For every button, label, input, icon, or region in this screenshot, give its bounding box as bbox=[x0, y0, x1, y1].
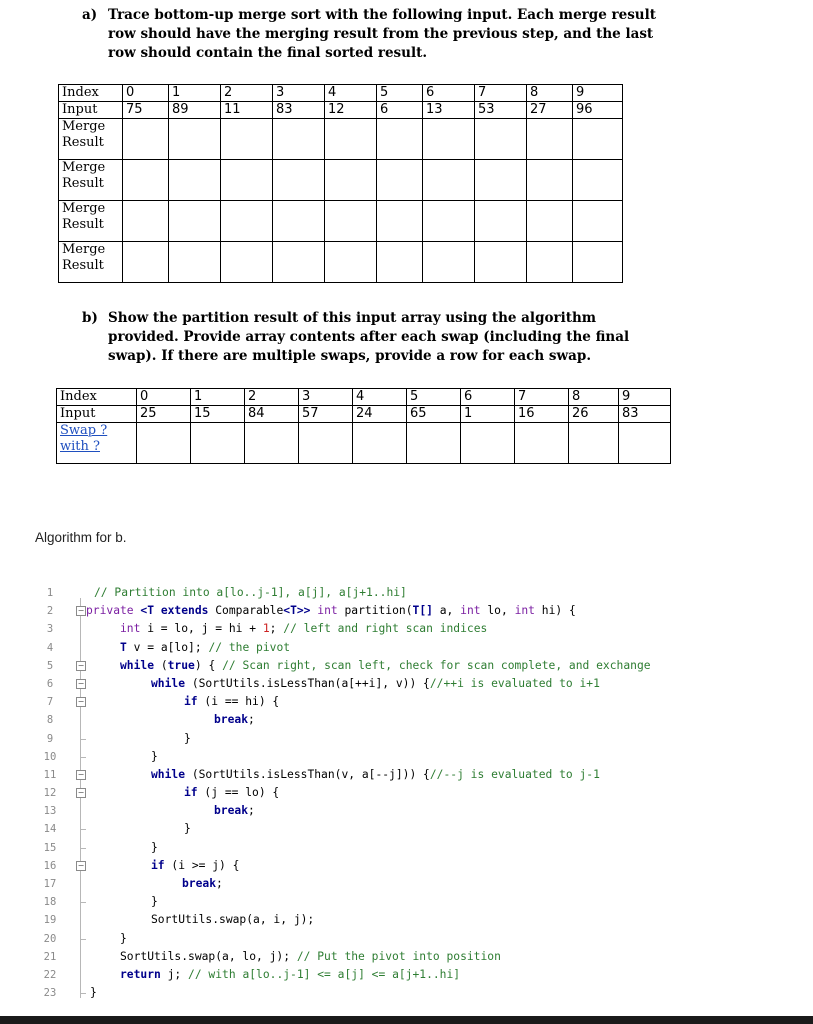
line-number: 3 bbox=[46, 623, 54, 636]
code-line bbox=[36, 730, 813, 748]
partition-table bbox=[56, 388, 671, 464]
answer-cell[interactable] bbox=[573, 119, 623, 160]
index-row bbox=[59, 85, 623, 102]
answer-cell[interactable] bbox=[377, 160, 423, 201]
code-text: return j; // with a[lo..j-1] <= a[j] <= a[j+1..hi] bbox=[120, 967, 461, 981]
code-text: break; bbox=[214, 713, 255, 727]
answer-cell[interactable] bbox=[123, 242, 169, 283]
answer-cell[interactable] bbox=[123, 160, 169, 201]
input-cell: 16 bbox=[515, 406, 569, 423]
code-line bbox=[36, 620, 813, 638]
answer-cell[interactable] bbox=[475, 160, 527, 201]
line-number: 12 bbox=[43, 787, 57, 800]
answer-cell[interactable] bbox=[527, 119, 573, 160]
answer-cell[interactable] bbox=[377, 201, 423, 242]
index-cell: 6 bbox=[423, 85, 475, 102]
answer-cell[interactable] bbox=[221, 160, 273, 201]
swap-row bbox=[57, 423, 671, 464]
code-text: } bbox=[184, 822, 191, 836]
line-number: 14 bbox=[43, 823, 57, 836]
code-text: T v = a[lo]; // the pivot bbox=[120, 640, 291, 654]
answer-cell[interactable] bbox=[527, 242, 573, 283]
code-line bbox=[36, 839, 813, 857]
index-cell: 7 bbox=[475, 85, 527, 102]
input-cell: 96 bbox=[573, 102, 623, 119]
answer-cell[interactable] bbox=[325, 119, 377, 160]
code-line bbox=[36, 675, 813, 693]
answer-cell[interactable] bbox=[123, 119, 169, 160]
input-cell: 53 bbox=[475, 102, 527, 119]
answer-cell[interactable] bbox=[169, 160, 221, 201]
code-line bbox=[36, 693, 813, 711]
line-number: 11 bbox=[43, 768, 57, 781]
code-text: } bbox=[184, 731, 191, 745]
code-text: // Partition into a[lo..j-1], a[j], a[j+1..hi] bbox=[94, 586, 407, 599]
input-cell: 89 bbox=[169, 102, 221, 119]
index-cell: 9 bbox=[619, 389, 671, 406]
index-cell: 9 bbox=[573, 85, 623, 102]
answer-cell[interactable] bbox=[475, 119, 527, 160]
answer-cell[interactable] bbox=[169, 242, 221, 283]
fold-end-mark bbox=[81, 939, 86, 940]
line-number: 10 bbox=[43, 750, 57, 763]
line-number: 6 bbox=[46, 677, 54, 690]
code-line bbox=[36, 657, 813, 675]
index-cell: 0 bbox=[123, 85, 169, 102]
code-text: } bbox=[120, 931, 127, 945]
fold-toggle-icon[interactable]: − bbox=[77, 697, 85, 707]
fold-toggle-icon[interactable]: − bbox=[77, 860, 85, 870]
index-header: Index bbox=[59, 85, 123, 102]
input-cell: 26 bbox=[569, 406, 619, 423]
index-cell: 5 bbox=[377, 85, 423, 102]
input-cell: 24 bbox=[353, 406, 407, 423]
answer-cell[interactable] bbox=[221, 201, 273, 242]
answer-cell[interactable] bbox=[169, 201, 221, 242]
code-line bbox=[36, 802, 813, 820]
code-text: if (i >= j) { bbox=[151, 858, 240, 872]
code-line bbox=[36, 584, 813, 602]
answer-cell[interactable] bbox=[423, 242, 475, 283]
answer-cell[interactable] bbox=[407, 423, 461, 464]
line-number: 17 bbox=[43, 878, 57, 890]
answer-cell[interactable] bbox=[273, 201, 325, 242]
bottom-bar bbox=[0, 1016, 813, 1024]
merge-sort-table bbox=[58, 84, 623, 283]
input-row bbox=[57, 406, 671, 423]
answer-cell[interactable] bbox=[245, 423, 299, 464]
answer-cell[interactable] bbox=[423, 160, 475, 201]
fold-toggle-icon[interactable]: − bbox=[77, 660, 85, 670]
input-cell: 11 bbox=[221, 102, 273, 119]
input-cell: 27 bbox=[527, 102, 573, 119]
answer-cell[interactable] bbox=[569, 423, 619, 464]
line-number: 22 bbox=[43, 968, 57, 981]
index-cell: 3 bbox=[273, 85, 325, 102]
answer-cell[interactable] bbox=[423, 119, 475, 160]
answer-cell[interactable] bbox=[273, 119, 325, 160]
index-cell: 1 bbox=[191, 389, 245, 406]
answer-cell[interactable] bbox=[299, 423, 353, 464]
code-line bbox=[36, 948, 813, 966]
code-text: while (true) { // Scan right, scan left, check for scan complete, and exchange bbox=[120, 658, 651, 672]
line-number: 19 bbox=[43, 914, 57, 927]
line-number: 5 bbox=[46, 659, 54, 672]
input-row bbox=[59, 102, 623, 119]
line-number: 4 bbox=[46, 641, 54, 654]
code-line bbox=[36, 766, 813, 784]
fold-toggle-icon[interactable]: − bbox=[77, 606, 85, 616]
answer-cell[interactable] bbox=[137, 423, 191, 464]
code-line bbox=[36, 911, 813, 929]
code-line bbox=[36, 602, 813, 620]
fold-toggle-icon[interactable]: − bbox=[77, 678, 85, 688]
merge-result-header: Merge Result bbox=[59, 242, 123, 283]
merge-result-header: Merge Result bbox=[59, 201, 123, 242]
index-header: Index bbox=[57, 389, 137, 406]
line-number: 8 bbox=[46, 714, 54, 727]
index-cell: 0 bbox=[137, 389, 191, 406]
answer-cell[interactable] bbox=[221, 242, 273, 283]
fold-end-mark bbox=[81, 902, 86, 903]
answer-cell[interactable] bbox=[423, 201, 475, 242]
line-number: 18 bbox=[43, 896, 57, 909]
code-line bbox=[36, 820, 813, 838]
input-cell: 65 bbox=[407, 406, 461, 423]
merge-result-header: Merge Result bbox=[59, 160, 123, 201]
code-line bbox=[36, 784, 813, 802]
question-a-text: Trace bottom-up merge sort with the following input. Each merge result row should have the merging result from the previous step, and the last row should contain the final sorted result. bbox=[108, 7, 656, 61]
input-cell: 1 bbox=[461, 406, 515, 423]
line-number: 16 bbox=[43, 859, 57, 872]
fold-end-mark bbox=[81, 993, 86, 994]
merge-result-row bbox=[59, 242, 623, 283]
code-text: if (j == lo) { bbox=[184, 786, 280, 800]
code-text: while (SortUtils.isLessThan(a[++i], v)) {//++i is evaluated to i+1 bbox=[151, 676, 600, 690]
code-text: break; bbox=[182, 877, 223, 890]
index-cell: 5 bbox=[407, 389, 461, 406]
code-text: } bbox=[90, 986, 97, 1000]
code-line bbox=[36, 930, 813, 948]
input-cell: 83 bbox=[273, 102, 325, 119]
code-text: } bbox=[151, 895, 158, 909]
code-line bbox=[36, 984, 813, 1002]
code-text: private <T extends Comparable<T>> int partition(T[] a, int lo, int hi) { bbox=[86, 604, 576, 618]
index-row bbox=[57, 389, 671, 406]
answer-cell[interactable] bbox=[123, 201, 169, 242]
fold-end-mark bbox=[81, 829, 86, 830]
code-text: SortUtils.swap(a, i, j); bbox=[151, 913, 315, 927]
answer-cell[interactable] bbox=[573, 242, 623, 283]
code-line bbox=[36, 857, 813, 875]
merge-result-row bbox=[59, 119, 623, 160]
input-cell: 6 bbox=[377, 102, 423, 119]
input-cell: 75 bbox=[123, 102, 169, 119]
line-number: 20 bbox=[43, 932, 57, 945]
question-a-label: a) bbox=[82, 7, 98, 23]
input-header: Input bbox=[59, 102, 123, 119]
answer-cell[interactable] bbox=[475, 242, 527, 283]
answer-cell[interactable] bbox=[169, 119, 221, 160]
index-cell: 8 bbox=[569, 389, 619, 406]
with-label: with ? bbox=[60, 439, 100, 454]
fold-toggle-icon[interactable]: − bbox=[77, 788, 85, 798]
code-text: } bbox=[151, 749, 158, 763]
question-a bbox=[82, 6, 682, 63]
code-line bbox=[36, 966, 813, 984]
line-number: 2 bbox=[46, 605, 54, 618]
index-cell: 2 bbox=[221, 85, 273, 102]
input-header: Input bbox=[57, 406, 137, 423]
answer-cell[interactable] bbox=[475, 201, 527, 242]
code-text: while (SortUtils.isLessThan(v, a[--j])) {//--j is evaluated to j-1 bbox=[151, 767, 600, 781]
index-cell: 1 bbox=[169, 85, 221, 102]
answer-cell[interactable] bbox=[221, 119, 273, 160]
answer-cell[interactable] bbox=[353, 423, 407, 464]
input-cell: 13 bbox=[423, 102, 475, 119]
index-cell: 7 bbox=[515, 389, 569, 406]
fold-end-mark bbox=[81, 757, 86, 758]
answer-cell[interactable] bbox=[527, 201, 573, 242]
answer-cell[interactable] bbox=[191, 423, 245, 464]
code-line bbox=[36, 875, 813, 893]
input-cell: 57 bbox=[299, 406, 353, 423]
line-number: 13 bbox=[43, 805, 57, 818]
answer-cell[interactable] bbox=[461, 423, 515, 464]
algorithm-caption: Algorithm for b. bbox=[35, 530, 127, 545]
answer-cell[interactable] bbox=[515, 423, 569, 464]
question-b-label: b) bbox=[82, 310, 98, 326]
answer-cell[interactable] bbox=[527, 160, 573, 201]
index-cell: 3 bbox=[299, 389, 353, 406]
code-block bbox=[36, 584, 813, 1004]
answer-cell[interactable] bbox=[325, 160, 377, 201]
answer-cell[interactable] bbox=[573, 160, 623, 201]
line-number: 23 bbox=[43, 987, 57, 1000]
question-b-text: Show the partition result of this input array using the algorithm provided. Provide array contents after each swap (including the final swap). If there are multiple swaps, provide a row for each swap. bbox=[108, 310, 630, 364]
line-number: 9 bbox=[46, 732, 54, 745]
input-cell: 83 bbox=[619, 406, 671, 423]
code-line bbox=[36, 639, 813, 657]
swap-label: Swap ? bbox=[60, 423, 108, 438]
line-number: 21 bbox=[43, 950, 57, 963]
index-cell: 4 bbox=[353, 389, 407, 406]
line-number: 15 bbox=[43, 841, 57, 854]
answer-cell[interactable] bbox=[325, 242, 377, 283]
merge-result-row bbox=[59, 201, 623, 242]
merge-result-row bbox=[59, 160, 623, 201]
code-line bbox=[36, 893, 813, 911]
code-text: } bbox=[151, 840, 158, 854]
merge-result-header: Merge Result bbox=[59, 119, 123, 160]
swap-header bbox=[57, 423, 137, 464]
line-number: 1 bbox=[46, 587, 54, 599]
answer-cell[interactable] bbox=[619, 423, 671, 464]
line-number: 7 bbox=[46, 696, 54, 709]
answer-cell[interactable] bbox=[377, 119, 423, 160]
index-cell: 6 bbox=[461, 389, 515, 406]
code-text: int i = lo, j = hi + 1; // left and right scan indices bbox=[120, 622, 488, 636]
answer-cell[interactable] bbox=[573, 201, 623, 242]
input-cell: 25 bbox=[137, 406, 191, 423]
fold-end-mark bbox=[81, 848, 86, 849]
code-text: SortUtils.swap(a, lo, j); // Put the pivot into position bbox=[120, 949, 501, 963]
answer-cell[interactable] bbox=[377, 242, 423, 283]
index-cell: 8 bbox=[527, 85, 573, 102]
index-cell: 2 bbox=[245, 389, 299, 406]
code-line bbox=[36, 711, 813, 729]
input-cell: 84 bbox=[245, 406, 299, 423]
answer-cell[interactable] bbox=[273, 160, 325, 201]
answer-cell[interactable] bbox=[325, 201, 377, 242]
code-line bbox=[36, 748, 813, 766]
answer-cell[interactable] bbox=[273, 242, 325, 283]
code-text: if (i == hi) { bbox=[184, 695, 280, 709]
index-cell: 4 bbox=[325, 85, 377, 102]
question-b bbox=[82, 309, 682, 366]
input-cell: 12 bbox=[325, 102, 377, 119]
input-cell: 15 bbox=[191, 406, 245, 423]
code-text: break; bbox=[214, 804, 255, 818]
fold-end-mark bbox=[81, 739, 86, 740]
fold-toggle-icon[interactable]: − bbox=[77, 769, 85, 779]
